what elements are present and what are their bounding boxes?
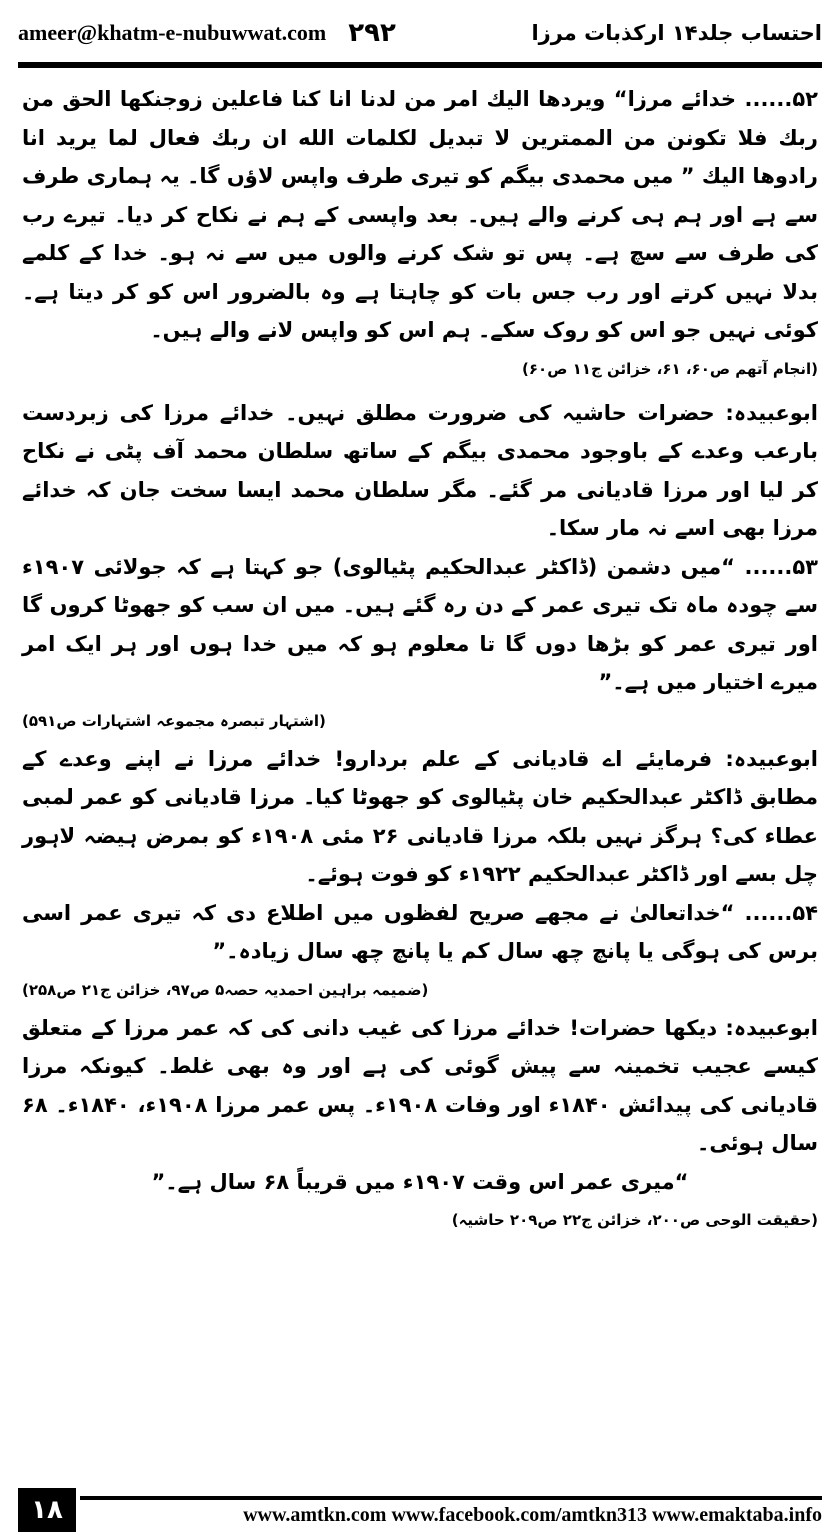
page-body	[22, 80, 818, 1239]
citation-52: (انجام آتھم ص۶۰، ۶۱، خزائن ج۱۱ ص۶۰)	[522, 359, 818, 378]
page-footer	[18, 1488, 822, 1532]
footer-rule	[80, 1496, 822, 1500]
citation-54: (ضمیمہ براہین احمدیہ حصہ۵ ص۹۷، خزائن ج۲۱ ص۲۵۸)	[22, 980, 429, 999]
paragraph-abu-ubaida-1: ابوعبیدہ: حضرات حاشیہ کی ضرورت مطلق نہیں۔ خدائے مرزا کی زبردست بارعب وعدے کے باوجود محمدی بیگم کے ساتھ سلطان محمد آف پٹی نے نکاح کر لیا اور مرزا قادیانی مر گئے۔ مگر سلطان محمد ایسا سخت جان کہ خدائے مرزا بھی اسے نہ مار سکا۔	[22, 400, 818, 540]
paragraph-abu-ubaida-2: ابوعبیدہ: فرمایئے اے قادیانی کے علم بردارو! خدائے مرزا نے اپنے وعدے کے مطابق ڈاکٹر عبدالحکیم خان پٹیالوی کو جھوٹا کیا۔ مرزا قادیانی کو عمر لمبی عطاء کی؟ ہرگز نہیں بلکہ مرزا قادیانی ۲۶ مئی ۱۹۰۸ء کو بمرض ہیضہ لاہور چل بسے اور ڈاکٹر عبدالحکیم ۱۹۲۲ء کو فوت ہوئے۔	[22, 746, 818, 886]
page-number: ۲۹۲	[348, 18, 396, 48]
footer-links: www.amtkn.com www.facebook.com/amtkn313 www.emaktaba.info	[243, 1504, 822, 1526]
footer-page-number: ۱۸	[18, 1488, 76, 1532]
header-email: ameer@khatm-e-nubuwwat.com	[18, 20, 327, 45]
paragraph-52: ۵۲...... خدائے مرزا“ ویردها الیك امر من لدنا انا كنا فاعلین زوجنكها الحق من ربك فلا تكونن من الممترين لا تبديل لكلمات الله ان ربك فعال لما يريد انا رادوها الیك ” میں محمدی بیگم کو تیری طرف واپس لاؤں گا۔ یہ ہماری طرف سے ہے اور ہم ہی کرنے والے ہیں۔ بعد واپسی کے ہم نے نکاح کر دیا۔ تیرے رب کی طرف سے سچ ہے۔ پس تو شک کرنے والوں میں سے نہ ہو۔ خدا کے کلمے بدلا نہیں کرتے اور رب جس بات کو چاہتا ہے وہ بالضرور اس کو کر دیتا ہے۔ کوئی نہیں جو اس کو روک سکے۔ ہم اس کو واپس لانے والے ہیں۔	[22, 87, 818, 342]
header-left	[18, 18, 396, 48]
paragraph-abu-ubaida-3: ابوعبیدہ: دیکھا حضرات! خدائے مرزا کی غیب دانی کی کہ عمر مرزا کے متعلق کیسے عجیب تخمینہ سے پیش گوئی کی ہے اور وہ بھی غلط۔ کیونکہ مرزا قادیانی کی پیدائش ۱۸۴۰ء اور وفات ۱۹۰۸ء۔ پس عمر مرزا ۱۹۰۸ء، ۱۸۴۰ء۔ ۶۸ سال ہوئی۔	[22, 1015, 818, 1155]
header-rule	[18, 62, 822, 68]
quote-age: “میری عمر اس وقت ۱۹۰۷ء میں قریباً ۶۸ سال ہے۔”	[151, 1169, 689, 1194]
paragraph-54: ۵۴...... “خداتعالیٰ نے مجھے صریح لفظوں میں اطلاع دی کہ تیری عمر اسی برس کی ہوگی یا پانچ چھ سال کم یا پانچ چھ سال زیادہ۔”	[22, 900, 818, 963]
page-header	[18, 10, 822, 56]
header-title: احتساب جلد۱۴ ارکذبات مرزا	[531, 21, 822, 45]
paragraph-53: ۵۳...... “میں دشمن (ڈاکٹر عبدالحکیم پٹیالوی) جو کہتا ہے کہ جولائی ۱۹۰۷ء سے چودہ ماہ تک تیری عمر کے دن رہ گئے ہیں۔ میں ان سب کو جھوٹا کروں گا اور تیری عمر کو بڑھا دوں گا تا معلوم ہو کہ میں خدا ہوں اور ہر ایک امر میرے اختیار میں ہے۔”	[22, 554, 818, 694]
citation-haqiqat-ul-wahi: (حقیقت الوحی ص۲۰۰، خزائن ج۲۲ ص۲۰۹ حاشیہ)	[451, 1211, 818, 1229]
citation-53: (اشتہار تبصرہ مجموعہ اشتہارات ص۵۹۱)	[22, 711, 326, 730]
